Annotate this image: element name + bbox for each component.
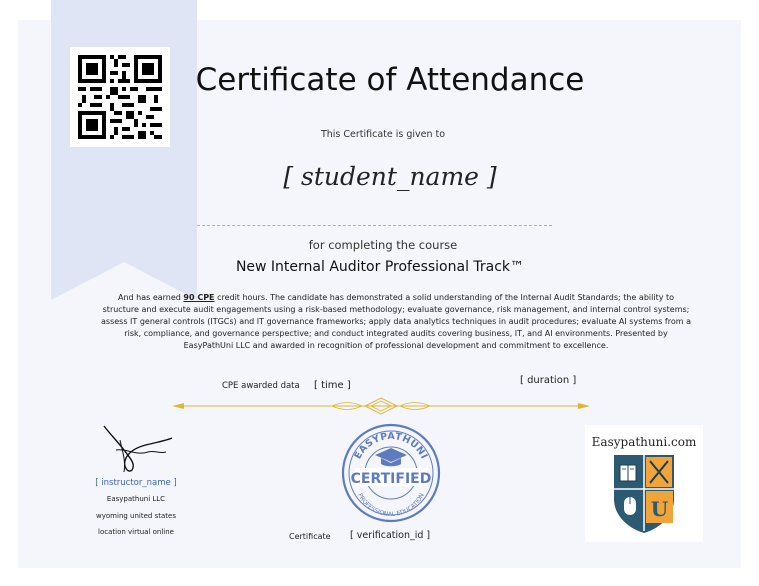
description-main: credit hours. The candidate has demonstrated a solid understanding of the Internal Audit Standards; the ability to structure and execute audit engagements using a risk-based methodology; evaluate governance, risk management, and internal control systems; assess IT general controls (ITGCs) and IT governance frameworks; apply data analytics techniques in audit procedures; evaluate AI systems from a risk, compliance, and governance perspective; and conduct integrated audits covering business, IT, and AI environments. Presented by EasyPathUni LLC and awarded in recognition of professional development and commitment to excellence. (101, 293, 691, 350)
seal-main-text: CERTIFIED (350, 471, 432, 487)
certified-seal (341, 418, 441, 528)
seal-bottom-text: PROFESSIONAL EDUCATION (356, 492, 426, 519)
name-underline (197, 225, 552, 226)
mouse-icon (624, 497, 636, 515)
organization-name: Easypathuni LLC (106, 495, 166, 503)
graduation-cap-icon (375, 448, 407, 466)
qr-code-icon (70, 47, 170, 147)
given-to-text: This Certificate is given to (320, 129, 446, 140)
cpe-hours: 90 CPE (183, 293, 215, 302)
brand-name: Easypathuni.com (591, 435, 697, 449)
ornamental-divider (172, 396, 590, 416)
certificate-description (100, 292, 692, 352)
logo-letter: U (650, 497, 669, 521)
brand-logo (585, 425, 703, 542)
time-placeholder: [ time ] (314, 380, 351, 391)
book-icon (620, 465, 636, 481)
description-intro: And has earned (117, 293, 184, 302)
certificate-label: Certificate (289, 532, 331, 541)
signature-image (96, 420, 174, 475)
seal-top-text: EASYPATHUNI (352, 430, 430, 462)
organization-location: location virtual online (98, 528, 174, 536)
cpe-awarded-label: CPE awarded data (222, 381, 300, 391)
student-name: [ student_name ] (283, 162, 497, 191)
ribbon-banner (51, 0, 197, 300)
instructor-name: [ instructor_name ] (95, 478, 177, 488)
shield-icon (612, 453, 676, 535)
completing-course-text: for completing the course (308, 238, 458, 252)
organization-address: wyoming united states (96, 512, 176, 520)
certificate-title: Certificate of Attendance (195, 62, 585, 98)
duration-placeholder: [ duration ] (520, 375, 577, 386)
verification-id: [ verification_id ] (350, 530, 431, 541)
course-name: New Internal Auditor Professional Track™ (235, 259, 525, 275)
